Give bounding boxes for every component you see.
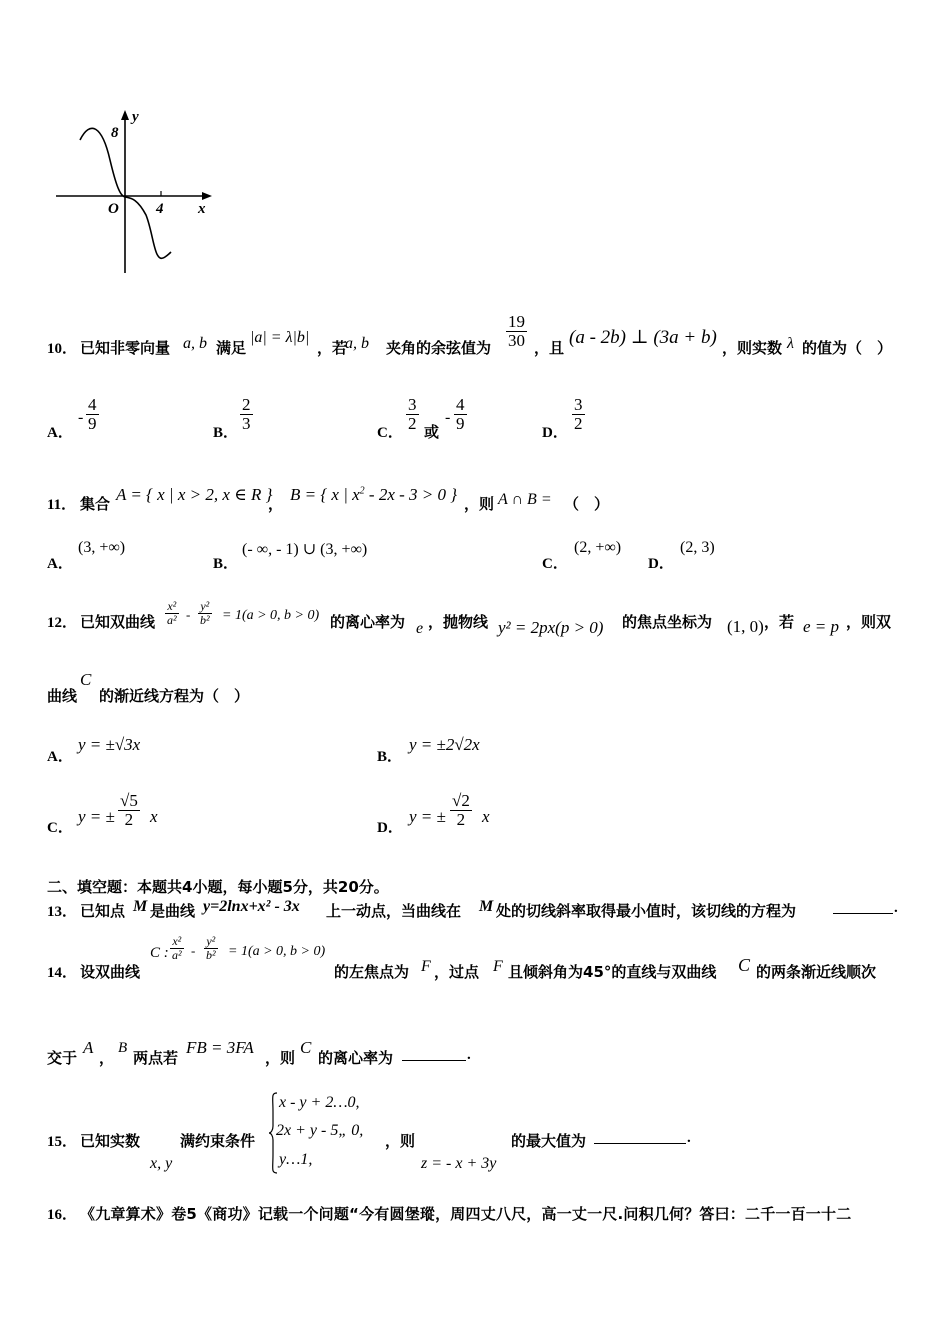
q14-C2: C <box>300 1038 312 1057</box>
q15-text-2: 满约束条件 <box>180 1132 256 1150</box>
q10-c-den2: 9 <box>456 414 465 433</box>
q15-end: . <box>687 1130 691 1146</box>
q11-text-2: ，则 <box>464 495 495 513</box>
q12-option-c-pre: y = ± <box>78 807 115 826</box>
origin-label: O <box>108 201 119 217</box>
q15-text-3: ，则 <box>385 1132 416 1150</box>
q14-text-3: ，过点 <box>434 963 480 981</box>
q12-option-d-post: x <box>482 807 490 826</box>
q10-option-c-fraction-1 <box>406 396 419 433</box>
q15-constraint-3: y…1, <box>279 1151 313 1168</box>
q10-a-den: 9 <box>88 414 97 433</box>
q14-comma: ， <box>99 1049 115 1067</box>
q13-text-3: 上一动点，当曲线在 <box>326 902 462 920</box>
q14-hyp-n1: x² <box>172 934 182 948</box>
q11-option-c-label: C． <box>542 556 568 572</box>
q14-equation: FB = 3FA <box>186 1038 254 1057</box>
x-tick-label: 4 <box>156 201 164 217</box>
q14-hyp-n2: y² <box>206 934 216 948</box>
q10-option-d-fraction <box>572 396 585 433</box>
q14-end: . <box>467 1047 471 1063</box>
q14-hyp-d1: a² <box>172 948 182 962</box>
q12-hyp-n1: x² <box>167 599 177 613</box>
q11-set-a: A = { x | x > 2, x ∈ R } <box>116 485 273 504</box>
y-label: y <box>132 109 139 125</box>
q14-hyperbola-tail: = 1(a > 0, b > 0) <box>228 944 326 959</box>
q10-a-num: 4 <box>88 395 97 414</box>
q12-option-a-value: y = ±√3x <box>78 735 141 754</box>
q10-b-num: 2 <box>242 395 251 414</box>
q11-set-b-pre: B = { x | x <box>290 485 360 504</box>
q10-cos-num: 19 <box>508 312 525 331</box>
q11-option-a-value: (3, +∞) <box>78 539 126 556</box>
q12-focus: (1, 0) <box>727 617 764 636</box>
q10-text-2: 满足 <box>216 339 247 357</box>
q10-vectors: a, b <box>183 335 207 352</box>
q12-number: 12． <box>47 615 78 631</box>
q10-text-6: ，则实数 <box>722 339 783 357</box>
q12-e: e <box>416 620 424 637</box>
q13-M: M <box>133 898 148 915</box>
q10-perpendicular: (a - 2b) ⊥ (3a + b) <box>569 327 717 348</box>
q14-F: F <box>421 958 431 975</box>
q15-constraint-2: 2x + y - 5„ 0, <box>276 1122 364 1139</box>
q15-text-4: 的最大值为 <box>511 1132 587 1150</box>
q12-hyperbola-frac-1 <box>165 600 179 627</box>
q10-option-a-label: A． <box>47 425 73 441</box>
q10-text-4: 夹角的余弦值为 <box>386 339 492 357</box>
q10-text-5: ，且 <box>534 339 565 357</box>
q15-objective: z = - x + 3y <box>421 1155 497 1172</box>
q10-d-num: 3 <box>574 395 583 414</box>
q12-text-1: 已知双曲线 <box>80 613 156 631</box>
q12-text-3: ，抛物线 <box>428 613 489 631</box>
q14-text-2: 的左焦点为 <box>334 963 410 981</box>
q16-number: 16． <box>47 1207 78 1223</box>
q10-text-1: 已知非零向量 <box>80 339 171 357</box>
q10-condition: |a| = λ|b| <box>250 329 310 346</box>
q11-text-3: （ ） <box>564 495 610 513</box>
function-graph <box>50 105 225 280</box>
q12-option-a-label: A． <box>47 749 73 765</box>
q12-hyp-n2: y² <box>200 599 210 613</box>
q15-text-1: 已知实数 <box>80 1132 141 1150</box>
q15-constraint-1: x - y + 2…0, <box>279 1094 360 1111</box>
q10-option-d-label: D． <box>542 425 568 441</box>
q10-vectors-2: a, b <box>345 335 369 352</box>
q14-text-4: 且倾斜角为45°的直线与双曲线 <box>508 963 717 981</box>
q13-end: . <box>894 900 898 916</box>
q11-option-b-label: B． <box>213 556 239 572</box>
q14-hyperbola-minus: - <box>191 943 196 958</box>
q14-hyp-pre: C : <box>150 945 169 961</box>
q11-set-b-sup: 2 <box>359 485 365 497</box>
q10-option-a-sign: - <box>78 409 84 426</box>
q14-line2-a: 交于 <box>47 1049 78 1067</box>
y-axis-arrow-icon <box>121 110 129 120</box>
q11-number: 11． <box>47 497 77 513</box>
q10-cosine-fraction <box>506 313 527 350</box>
q14-C: C <box>738 955 751 975</box>
q14-hyp-d2: b² <box>206 948 216 962</box>
q12-hyp-d1: a² <box>167 613 177 627</box>
q11-set-b <box>290 485 457 505</box>
q10-option-c-label: C． <box>377 425 403 441</box>
q14-F2: F <box>493 958 503 975</box>
q12-option-d-fraction <box>450 792 472 829</box>
q12-text-6: ，则双 <box>846 613 892 631</box>
q12-line2-a: 曲线 <box>47 687 78 705</box>
q12-parabola: y² = 2px(p > 0) <box>498 618 604 637</box>
q15-vars: x, y <box>150 1155 173 1172</box>
y-tick-label: 8 <box>111 125 119 141</box>
q10-b-den: 3 <box>242 414 251 433</box>
q14-line2-b: 两点若 <box>133 1049 179 1067</box>
q10-d-den: 2 <box>574 414 583 433</box>
q10-option-b-fraction <box>240 396 253 433</box>
q12-hyp-d2: b² <box>200 613 210 627</box>
q11-text-1: 集合 <box>80 495 111 513</box>
q12-hyperbola-frac-2 <box>198 600 212 627</box>
q10-cos-den: 30 <box>508 331 525 350</box>
q11-option-c-value: (2, +∞) <box>574 539 622 556</box>
q12-text-2: 的离心率为 <box>330 613 406 631</box>
q15-answer-blank[interactable] <box>594 1142 686 1144</box>
q13-answer-blank[interactable] <box>833 912 893 914</box>
q12-option-b-value: y = ±2√2x <box>409 735 480 754</box>
q10-text-3: ，若 <box>317 339 348 357</box>
q13-text-4: 处的切线斜率取得最小值时，该切线的方程为 <box>496 902 797 920</box>
q10-option-b-label: B． <box>213 425 239 441</box>
x-axis-arrow-icon <box>202 192 212 200</box>
q11-expr: A ∩ B = <box>498 491 552 508</box>
q14-answer-blank[interactable] <box>402 1059 466 1061</box>
q11-option-d-value: (2, 3) <box>680 539 715 556</box>
q14-B: B <box>118 1040 128 1056</box>
q10-option-c-sign: - <box>445 409 451 426</box>
q10-c-num1: 3 <box>408 395 417 414</box>
q14-text-5: 的两条渐近线顺次 <box>756 963 877 981</box>
q13-text-2: 是曲线 <box>150 902 196 920</box>
q10-c-num2: 4 <box>456 395 465 414</box>
q12-c-den: 2 <box>118 810 140 829</box>
q10-lambda: λ <box>787 335 794 352</box>
q12-line2-b: 的渐近线方程为（ ） <box>99 687 250 705</box>
q13-M2: M <box>479 898 494 915</box>
q12-C: C <box>80 670 92 689</box>
section-2-title: 二、填空题：本题共4小题，每小题5分，共20分。 <box>47 878 389 896</box>
q12-d-num: √2 <box>452 791 470 810</box>
q12-d-den: 2 <box>450 810 472 829</box>
q12-hyperbola-minus: - <box>186 607 191 622</box>
q14-line2-d: 的离心率为 <box>318 1049 394 1067</box>
q12-option-d-pre: y = ± <box>409 807 446 826</box>
q11-option-d-label: D． <box>648 556 674 572</box>
q12-condition: e = p <box>803 617 840 636</box>
q13-curve: y=2lnx+x² - 3x <box>203 898 300 915</box>
q12-option-d-label: D． <box>377 820 403 836</box>
q14-line2-c: ，则 <box>265 1049 296 1067</box>
q10-option-a-fraction <box>86 396 99 433</box>
q14-number: 14． <box>47 965 78 981</box>
q15-number: 15． <box>47 1134 78 1150</box>
q14-hyperbola-frac-1 <box>170 935 184 962</box>
q12-hyperbola-tail: = 1(a > 0, b > 0) <box>222 608 320 623</box>
q12-option-b-label: B． <box>377 749 403 765</box>
q11-comma: ， <box>268 495 284 513</box>
q10-c-den1: 2 <box>408 414 417 433</box>
q14-hyperbola-frac-2 <box>204 935 218 962</box>
q13-text-1: 已知点 <box>80 902 126 920</box>
q14-text-1: 设双曲线 <box>80 963 141 981</box>
q10-option-c-fraction-2 <box>454 396 467 433</box>
q14-A: A <box>83 1038 94 1057</box>
q12-text-4: 的焦点坐标为 <box>622 613 713 631</box>
q10-option-c-or: 或 <box>424 423 440 441</box>
x-label: x <box>198 201 206 217</box>
q13-number: 13． <box>47 904 78 920</box>
q12-c-num: √5 <box>120 791 138 810</box>
q11-set-b-post: - 2x - 3 > 0 } <box>364 485 458 504</box>
q10-number: 10． <box>47 341 78 357</box>
q12-option-c-post: x <box>150 807 158 826</box>
q10-text-7: 的值为（ ） <box>802 339 893 357</box>
q11-option-b-value: (- ∞, - 1) ∪ (3, +∞) <box>242 541 368 558</box>
q12-option-c-label: C． <box>47 820 73 836</box>
q11-option-a-label: A． <box>47 556 73 572</box>
q16-text: 《九章算术》卷5《商功》记载一个问题“今有圆堡瑽，周四丈八尺，高一丈一尺.问积几何？答曰：二千一百一十二 <box>80 1205 852 1223</box>
q12-text-5: ，若 <box>764 613 795 631</box>
q12-option-c-fraction <box>118 792 140 829</box>
